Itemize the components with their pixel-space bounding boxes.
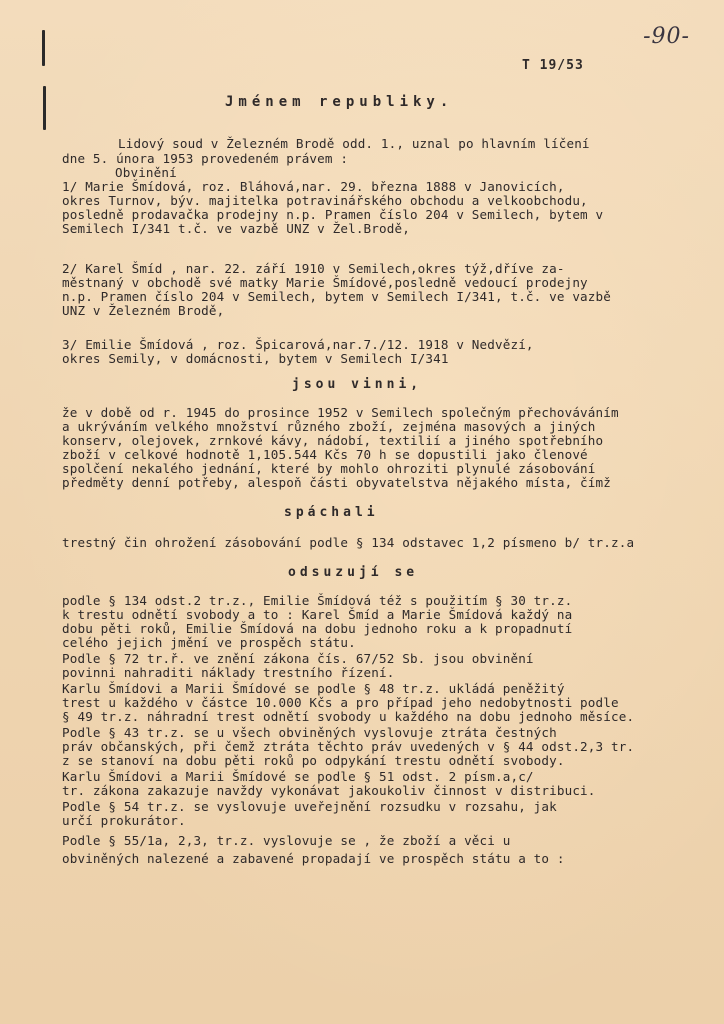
sentence-text-line: Podle § 55/1a, 2,3, tr.z. vyslovuje se , že zboží a věci u	[62, 833, 511, 848]
sentence-text-line: práv občanských, při čemž ztráta těchto práv uvedených v § 44 odst.2,3 tr.	[62, 739, 635, 754]
accused-1-line: 1/ Marie Šmídová, roz. Bláhová,nar. 29. března 1888 v Janovicích,	[62, 179, 565, 194]
committed-text: trestný čin ohrožení zásobování podle § 134 odstavec 1,2 písmeno b/ tr.z.a	[62, 535, 635, 550]
document-heading: Jménem republiky.	[225, 94, 454, 110]
folio-number: -90-	[643, 24, 690, 49]
sentence-text-line: z se stanoví na dobu pěti roků po odpykání trestu odnětí svobody.	[62, 753, 565, 768]
sentence-text-line: Podle § 43 tr.z. se u všech obviněných vyslovuje ztráta čestných	[62, 725, 557, 740]
sentence-text-line: trest u každého v částce 10.000 Kčs a pro případ jeho nedobytnosti podle	[62, 695, 619, 710]
sentence-text-line: § 49 tr.z. náhradní trest odnětí svobody u každého na dobu jednoho měsíce.	[62, 709, 635, 724]
guilty-text-line: konserv, olejovek, zrnkové kávy, nádobí, textilií a jiného spotřebního	[62, 433, 604, 448]
guilty-text-line: předměty denní potřeby, alespoň části obyvatelstva nějakého místa, čímž	[62, 475, 611, 490]
sentence-text-line: určí prokurátor.	[62, 813, 186, 828]
intro-line: dne 5. února 1953 provedeném právem :	[62, 151, 349, 166]
accused-2-line: UNZ v Železném Brodě,	[62, 303, 225, 318]
punch-mark-top	[42, 30, 45, 66]
accused-3-line: okres Semily, v domácnosti, bytem v Semilech I/341	[62, 351, 449, 366]
sentence-text-line: obviněných nalezené a zabavené propadají ve prospěch státu a to :	[62, 851, 565, 866]
guilty-text-line: že v době od r. 1945 do prosince 1952 v Semilech společným přechováváním	[62, 405, 619, 420]
committed-heading: spáchali	[284, 505, 379, 520]
case-reference: T 19/53	[522, 58, 584, 73]
accused-label: Obvinění	[115, 165, 177, 180]
sentence-text-line: celého jejich jmění ve prospěch státu.	[62, 635, 356, 650]
sentence-text-line: k trestu odnětí svobody a to : Karel Šmíd a Marie Šmídová každý na	[62, 607, 573, 622]
accused-2-line: městnaný v obchodě své matky Marie Šmídové,posledně vedoucí prodejny	[62, 275, 588, 290]
guilty-heading: jsou vinni,	[292, 377, 423, 392]
sentence-text-line: podle § 134 odst.2 tr.z., Emilie Šmídová též s použitím § 30 tr.z.	[62, 593, 573, 608]
sentence-heading: odsuzují se	[288, 565, 419, 580]
accused-1-line: posledně prodavačka prodejny n.p. Pramen číslo 204 v Semilech, bytem v	[62, 207, 604, 222]
sentence-text-line: Podle § 54 tr.z. se vyslovuje uveřejnění rozsudku v rozsahu, jak	[62, 799, 557, 814]
intro-line: Lidový soud v Železném Brodě odd. 1., uznal po hlavním líčení	[118, 136, 590, 151]
guilty-text-line: spolčení nekalého jednání, které by mohlo ohroziti plynulé zásobování	[62, 461, 596, 476]
punch-mark-bottom	[43, 86, 46, 130]
sentence-text-line: Podle § 72 tr.ř. ve znění zákona čís. 67/52 Sb. jsou obvinění	[62, 651, 534, 666]
accused-1-line: okres Turnov, býv. majitelka potravinářského obchodu a velkoobchodu,	[62, 193, 588, 208]
sentence-text-line: Karlu Šmídovi a Marii Šmídové se podle § 51 odst. 2 písm.a,c/	[62, 769, 534, 784]
guilty-text-line: a ukrýváním velkého množství různého zboží, zejména masových a jiných	[62, 419, 596, 434]
accused-2-line: 2/ Karel Šmíd , nar. 22. září 1910 v Semilech,okres týž,dříve za-	[62, 261, 565, 276]
sentence-text-line: tr. zákona zakazuje navždy vykonávat jakoukoliv činnost v distribuci.	[62, 783, 596, 798]
accused-2-line: n.p. Pramen číslo 204 v Semilech, bytem v Semilech I/341, t.č. ve vazbě	[62, 289, 611, 304]
accused-1-line: Semilech I/341 t.č. ve vazbě UNZ v Žel.Brodě,	[62, 221, 410, 236]
sentence-text-line: povinni nahraditi náklady trestního řízení.	[62, 665, 395, 680]
accused-3-line: 3/ Emilie Šmídová , roz. Špicarová,nar.7./12. 1918 v Nedvězí,	[62, 337, 534, 352]
sentence-text-line: dobu pěti roků, Emilie Šmídová na dobu jednoho roku a k propadnutí	[62, 621, 573, 636]
guilty-text-line: zboží v celkové hodnotě 1,105.544 Kčs 70 h se dopustili jako členové	[62, 447, 588, 462]
sentence-text-line: Karlu Šmídovi a Marii Šmídové se podle § 48 tr.z. ukládá peněžitý	[62, 681, 565, 696]
